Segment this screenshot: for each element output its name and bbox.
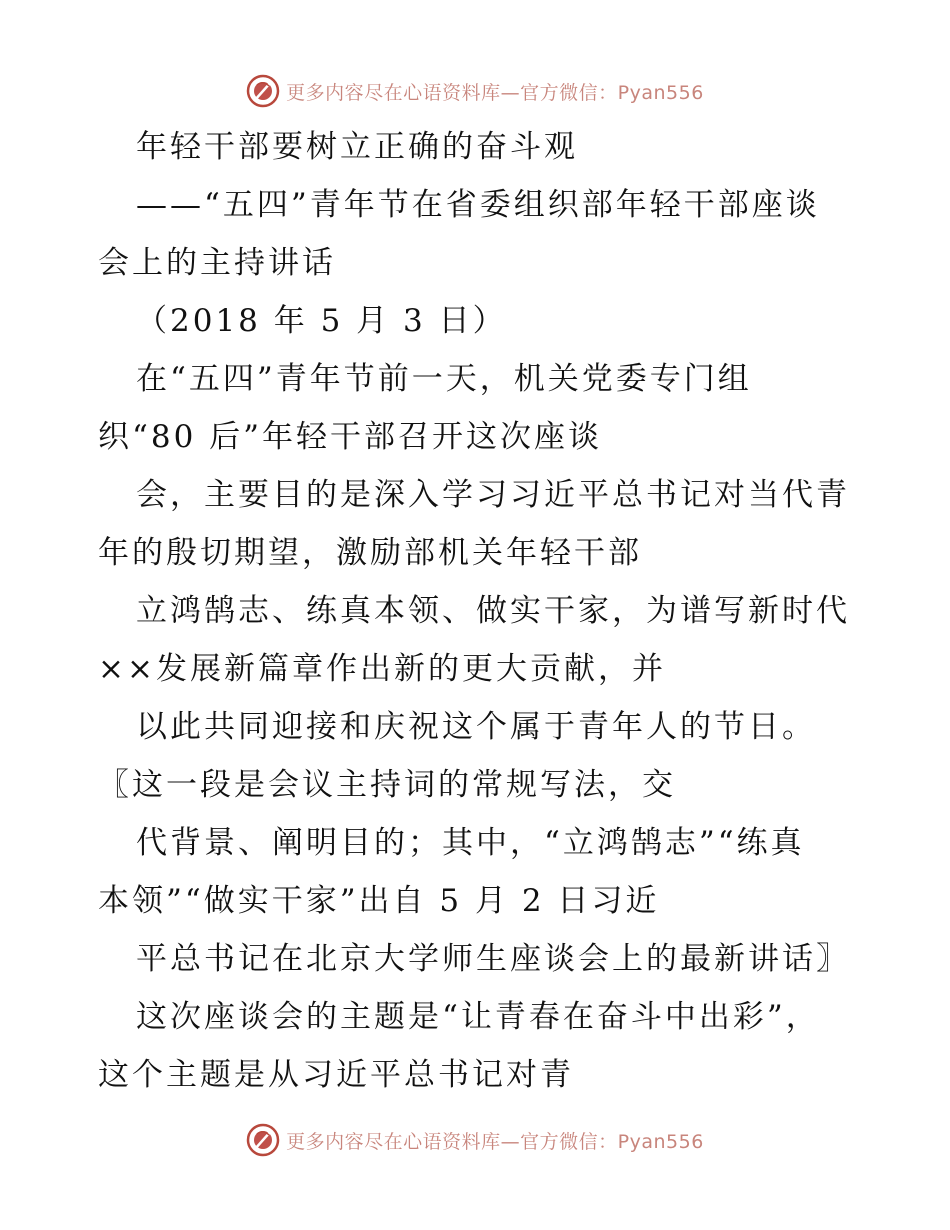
text-line: 〖这一段是会议主持词的常规写法，交 [98, 767, 676, 803]
text-line: 本领”“做实干家”出自 5 月 2 日习近 [98, 883, 660, 919]
watermark-banner-bottom [0, 1120, 950, 1160]
text-line: ××发展新篇章作出新的更大贡献，并 [98, 651, 666, 687]
text-line: 立鸿鹄志、练真本领、做实干家，为谱写新时代 [136, 593, 850, 629]
text-line: 这个主题是从习近平总书记对青 [98, 1057, 574, 1093]
text-line: 织“80 后”年轻干部召开这次座谈 [98, 419, 602, 455]
text-line: 代背景、阐明目的；其中，“立鸿鹄志”“练真 [136, 825, 805, 861]
text-line: 会，主要目的是深入学习习近平总书记对当代青 [136, 477, 850, 513]
document-subtitle-line: 会上的主持讲话 [98, 245, 336, 281]
text-line: 年的殷切期望，激励部机关年轻干部 [98, 535, 642, 571]
document-subtitle-line: ——“五四”青年节在省委组织部年轻干部座谈 [136, 187, 820, 223]
text-line: 在“五四”青年节前一天，机关党委专门组 [136, 361, 752, 397]
document-date: （2018 年 5 月 3 日） [136, 303, 507, 339]
document-title: 年轻干部要树立正确的奋斗观 [136, 129, 578, 165]
seal-logo-icon [246, 74, 280, 108]
text-line: 这次座谈会的主题是“让青春在奋斗中出彩”， [136, 999, 820, 1035]
watermark-text: 更多内容尽在心语资料库—官方微信：Pyan556 [286, 1130, 704, 1153]
text-line: 平总书记在北京大学师生座谈会上的最新讲话〗 [136, 941, 850, 977]
watermark-banner-top [0, 71, 950, 111]
seal-logo-icon [246, 1123, 280, 1157]
document-body [98, 118, 858, 1104]
watermark-text: 更多内容尽在心语资料库—官方微信：Pyan556 [286, 81, 704, 104]
text-line: 以此共同迎接和庆祝这个属于青年人的节日。 [136, 709, 816, 745]
